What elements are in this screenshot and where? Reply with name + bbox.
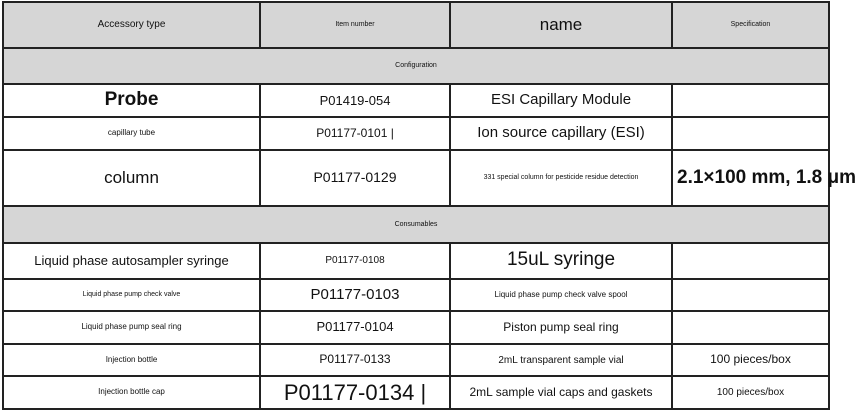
table-row bbox=[3, 117, 829, 150]
accessory-type-cell: capillary tube bbox=[3, 117, 260, 150]
header-item-number: Item number bbox=[260, 2, 450, 48]
table-row bbox=[3, 150, 829, 207]
section-title: Consumables bbox=[3, 206, 829, 243]
header-name: name bbox=[450, 2, 672, 48]
header-row bbox=[3, 2, 829, 48]
accessory-type-cell: Probe bbox=[3, 84, 260, 117]
accessory-type-cell: Liquid phase pump check valve bbox=[3, 279, 260, 312]
table-row bbox=[3, 344, 829, 377]
section-title: Configuration bbox=[3, 48, 829, 85]
name-cell: 15uL syringe bbox=[450, 243, 672, 279]
section-row-configuration bbox=[3, 48, 829, 85]
item-number-cell: P01177-0104 bbox=[260, 311, 450, 344]
table-row bbox=[3, 84, 829, 117]
accessory-type-cell: Liquid phase pump seal ring bbox=[3, 311, 260, 344]
accessory-type-cell: column bbox=[3, 150, 260, 207]
name-cell: ESI Capillary Module bbox=[450, 84, 672, 117]
item-number-cell: P01419-054 bbox=[260, 84, 450, 117]
specification-cell bbox=[672, 279, 829, 312]
specification-cell bbox=[672, 311, 829, 344]
specification-cell bbox=[672, 84, 829, 117]
table-row bbox=[3, 243, 829, 279]
item-number-cell: P01177-0129 bbox=[260, 150, 450, 207]
accessory-table bbox=[2, 1, 856, 410]
table-row bbox=[3, 376, 829, 409]
item-number-cell: P01177-0134 | bbox=[260, 376, 450, 409]
specification-cell bbox=[672, 117, 829, 150]
header-accessory-type: Accessory type bbox=[3, 2, 260, 48]
specification-cell: 100 pieces/box bbox=[672, 344, 829, 377]
specification-cell: 100 pieces/box bbox=[672, 376, 829, 409]
specification-cell: 2.1×100 mm, 1.8 μm bbox=[672, 150, 829, 207]
table-row bbox=[3, 311, 829, 344]
name-cell: 2mL sample vial caps and gaskets bbox=[450, 376, 672, 409]
item-number-cell: P01177-0108 bbox=[260, 243, 450, 279]
name-cell: 2mL transparent sample vial bbox=[450, 344, 672, 377]
accessory-type-cell: Injection bottle bbox=[3, 344, 260, 377]
table-row bbox=[3, 279, 829, 312]
item-number-cell: P01177-0133 bbox=[260, 344, 450, 377]
name-cell: Ion source capillary (ESI) bbox=[450, 117, 672, 150]
accessory-type-cell: Liquid phase autosampler syringe bbox=[3, 243, 260, 279]
item-number-cell: P01177-0103 bbox=[260, 279, 450, 312]
name-cell: Liquid phase pump check valve spool bbox=[450, 279, 672, 312]
header-specification: Specification bbox=[672, 2, 829, 48]
item-number-cell: P01177-0101 | bbox=[260, 117, 450, 150]
specification-cell bbox=[672, 243, 829, 279]
section-row-consumables bbox=[3, 206, 829, 243]
accessory-type-cell: Injection bottle cap bbox=[3, 376, 260, 409]
name-cell: 331 special column for pesticide residue detection bbox=[450, 150, 672, 207]
name-cell: Piston pump seal ring bbox=[450, 311, 672, 344]
